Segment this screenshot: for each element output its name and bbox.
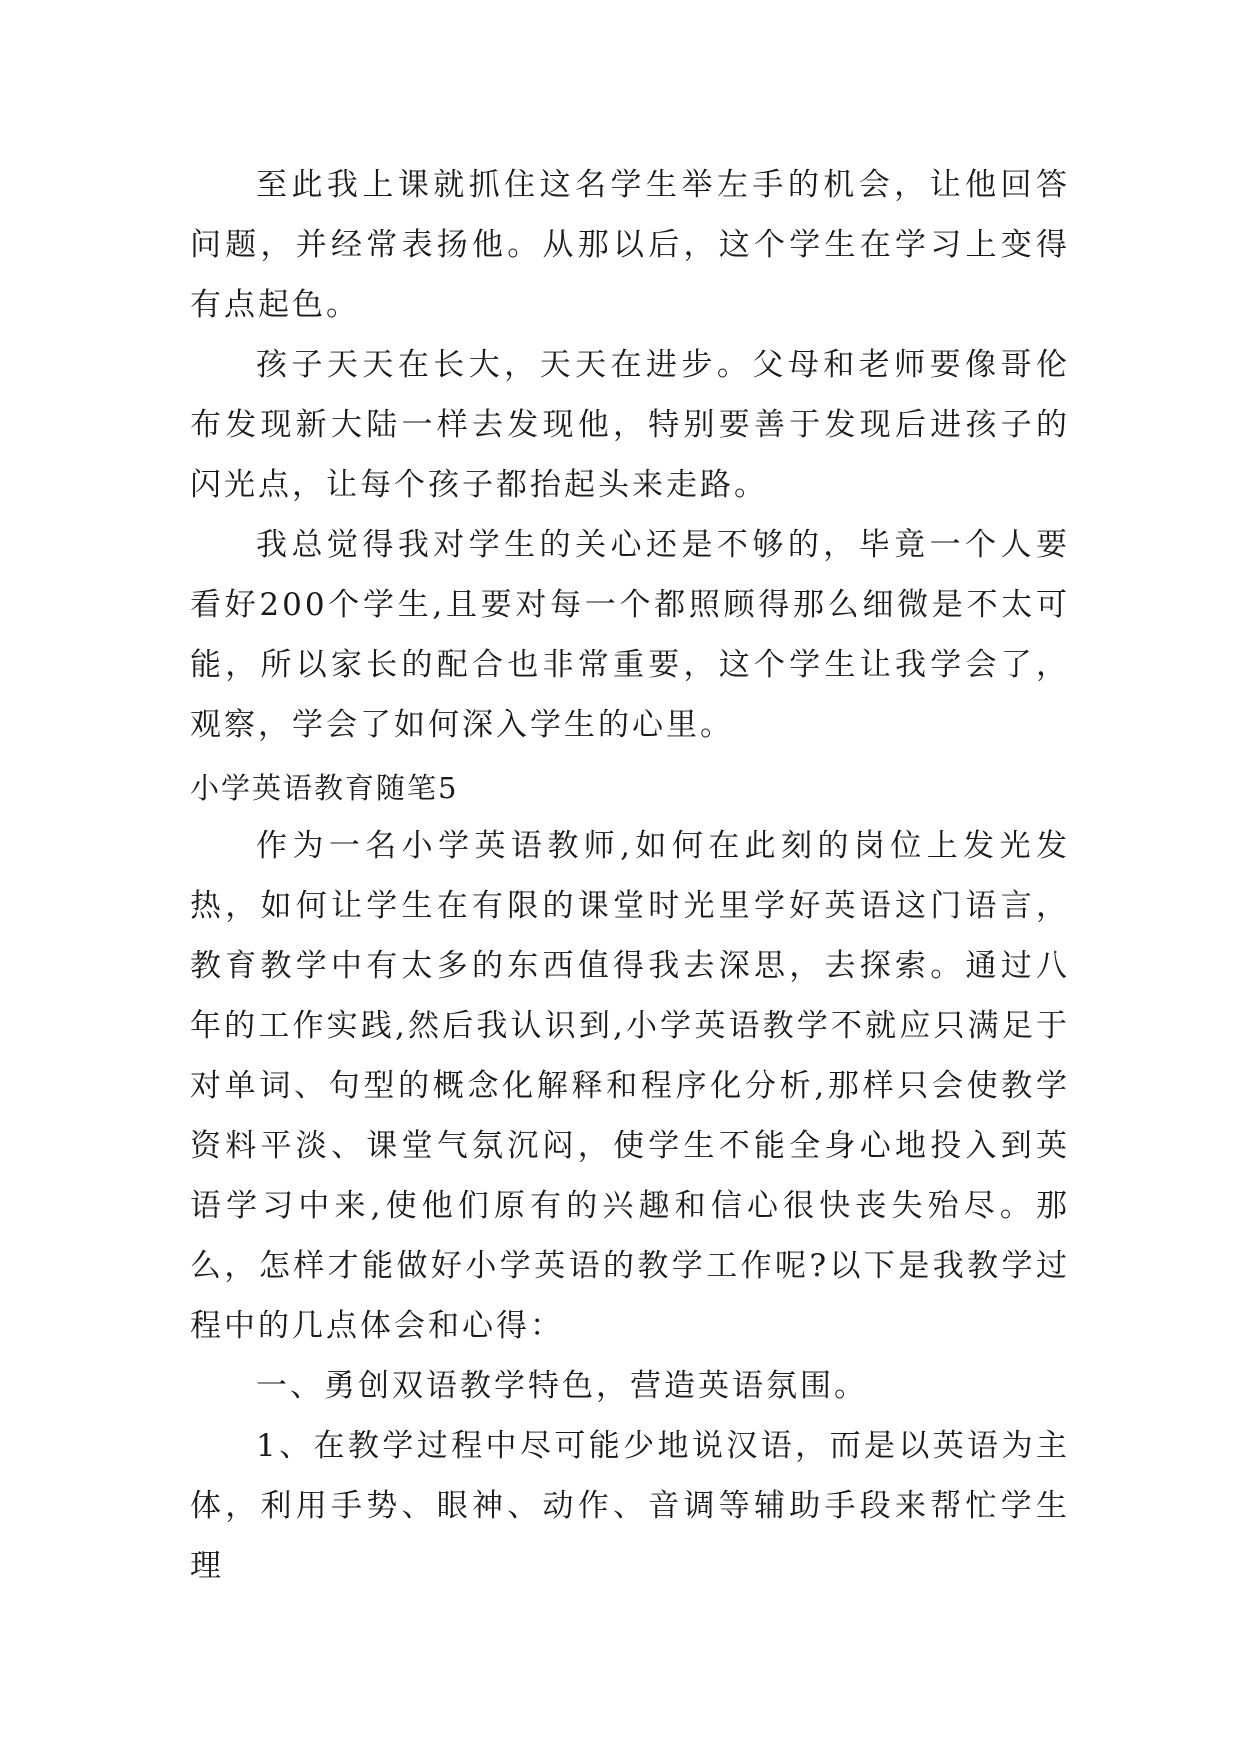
- paragraph: 1、在教学过程中尽可能少地说汉语，而是以英语为主体，利用手势、眼神、动作、音调等辅助手段来帮忙学生理: [190, 1428, 1070, 1584]
- paragraph: 至此我上课就抓住这名学生举左手的机会，让他回答问题，并经常表扬他。从那以后，这个学生在学习上变得有点起色。: [190, 167, 1070, 323]
- paragraph: 作为一名小学英语教师,如何在此刻的岗位上发光发热，如何让学生在有限的课堂时光里学好英语这门语言，教育教学中有太多的东西值得我去深思，去探索。通过八年的工作实践,然后我认识到,小学英语教学不就应只满足于对单词、句型的概念化解释和程序化分析,那样只会使教学资料平淡、课堂气氛沉闷，使学生不能全身心地投入到英语学习中来,使他们原有的兴趣和信心很快丧失殆尽。那么，怎样才能做好小学英语的教学工作呢?以下是我教学过程中的几点体会和心得：: [190, 828, 1070, 1344]
- text-block-bottom: [190, 760, 1070, 1596]
- section-title: 小学英语教育随笔5: [190, 771, 459, 805]
- text-block-top: [190, 155, 1070, 755]
- paragraph: 孩子天天在长大，天天在进步。父母和老师要像哥伦布发现新大陆一样去发现他，特别要善于发现后进孩子的闪光点，让每个孩子都抬起头来走路。: [190, 347, 1070, 503]
- paragraph: 我总觉得我对学生的关心还是不够的，毕竟一个人要看好200个学生,且要对每一个都照顾得那么细微是不太可能，所以家长的配合也非常重要，这个学生让我学会了，观察，学会了如何深入学生的心里。: [190, 527, 1070, 743]
- paragraph: 一、勇创双语教学特色，营造英语氛围。: [256, 1368, 868, 1404]
